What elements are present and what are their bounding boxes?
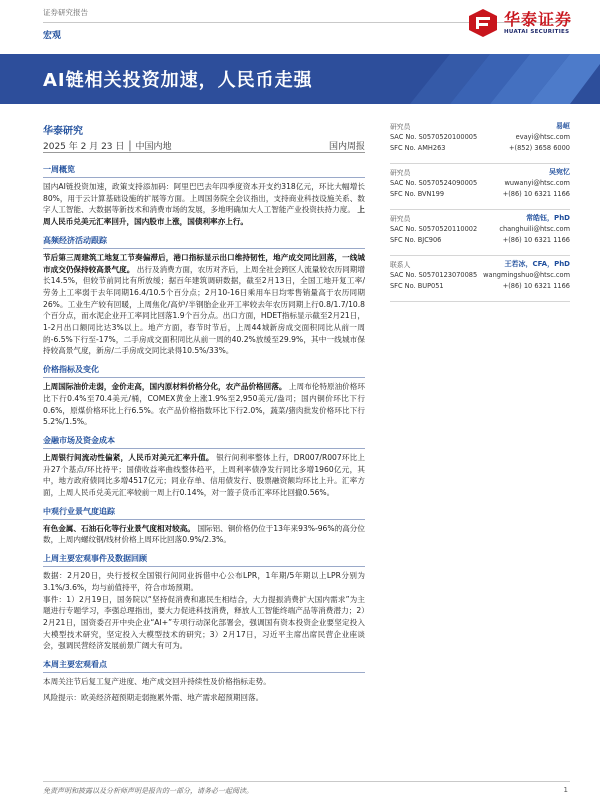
analyst-phone: +(86) 10 6321 1166 [502, 282, 570, 290]
logo-english-text: HUATAI SECURITIES [503, 29, 570, 35]
analyst-phone: +(852) 3658 6000 [508, 144, 570, 152]
analyst-card [390, 118, 570, 164]
analyst-name: 易峘 [556, 122, 570, 130]
prices-body: 上周布伦特原油价格环比下行0.4%至70.4美元/桶，COMEX黄金上涨1.9%至2,950美元/盎司；国内铜价环比下行0.6%，原煤价格环比上行6.5%。农产品价格指数环比下行2.0%，蔬菜/猪肉批发价格环比下行5.2%/1.5%。 [43, 382, 365, 427]
report-type-label: 证券研究报告 [43, 8, 88, 17]
section-heading: 金融市场及资金成本 [43, 435, 365, 449]
section-heading: 本周主要宏观看点 [43, 659, 365, 673]
analyst-name: 吴宛忆 [549, 168, 570, 176]
analyst-sfc: SFC No. BJC906 [390, 236, 442, 244]
events-data-item: 数据：2月20日，央行授权全国银行间同业拆借中心公布LPR，1年期/5年期以上LPR分别为3.1%/3.6%，均与前值持平，符合市场预期。 [43, 571, 365, 592]
events-event-item: 事件：1）2月19日，国务院以“坚持促消费和惠民生相结合，大力提振消费扩大国内需求”为主题进行专题学习，李强总理指出，要大力促进科技消费，释放人工智能终端产品等消费潜力；2）2月21日，国资委召开中央企业“AI+”专项行动深化部署会，强调国有资本投资企业要坚定投入大模型技术研究，坚定投入大模型技术的研究；3）2月17日，习近平主席出席民营企业座谈会，强调民营经济发展前景广阔大有可为。 [43, 594, 365, 651]
brand-logo [467, 8, 572, 38]
financial-body: 银行间利率整体上行，DR007/R007环比上升27个基点/环比持平；国债收益率曲线整体趋平，上周利率债净发行同比多增1960亿元，其中，地方政府债同比多增4517亿元；同业存单、信用债发行、股票融资额均环比上升。汇率方面，上周人民币兑美元汇率较前一周上行0.14%，对一篮子货币汇率环比回撤0.56%。 [43, 452, 365, 498]
footer-divider [43, 781, 570, 782]
analyst-name: 王若冰，CFA，PhD [504, 260, 570, 268]
section-financial-markets [43, 435, 365, 499]
analyst-sac: SAC No. S0570520100005 [390, 133, 478, 141]
main-content [43, 164, 365, 711]
date-region: 2025 年 2 月 23 日 │ 中国内地 [43, 142, 172, 152]
report-title: AI链相关投资加速，人民币走强 [43, 70, 313, 91]
financial-lead: 上周银行间流动性偏紧，人民币对美元汇率升值。 [43, 452, 214, 462]
analyst-card [390, 256, 570, 302]
prices-lead: 上周国际油价走弱，金价走高，国内原材料价格分化，农产品价格回落。 [43, 382, 287, 392]
section-outlook [43, 659, 365, 703]
research-brand: 华泰研究 [43, 126, 83, 137]
prices-paragraph [43, 381, 365, 428]
industry-body: 国际铝、铜价格仍位于13年来93%-96%的高分位数，上周内螺纹钢/线材价格上周环比回落0.9%/2.3%。 [43, 523, 365, 545]
section-events [43, 553, 365, 652]
analyst-email[interactable]: wangmingshuo@htsc.com [483, 271, 570, 279]
page-number: 1 [563, 786, 568, 794]
analyst-sfc: SFC No. BVN199 [390, 190, 445, 198]
analyst-role: 研究员 [390, 169, 411, 177]
title-banner [0, 54, 600, 104]
section-label: 宏观 [43, 31, 62, 41]
analyst-email[interactable]: evayi@htsc.com [515, 133, 570, 141]
analyst-role: 联系人 [390, 261, 411, 269]
analyst-card [390, 164, 570, 210]
section-heading: 高频经济活动跟踪 [43, 235, 365, 249]
industry-paragraph [43, 523, 365, 546]
section-heading: 中观行业景气度追踪 [43, 506, 365, 520]
outlook-body: 本周关注节后复工复产进度、地产成交回升持续性及价格指标走势。 [43, 677, 271, 687]
high-frequency-lead: 节后第三周建筑工地复工节奏偏滞后，港口指标显示出口维持韧性，地产成交同比回落，一线城市成交仍保持较高景气度。 [43, 252, 365, 274]
section-heading: 上周主要宏观事件及数据回顾 [43, 553, 365, 567]
analyst-email[interactable]: changhuili@htsc.com [499, 225, 570, 233]
analyst-sfc: SFC No. AMH263 [390, 144, 446, 152]
analyst-sidebar [390, 118, 570, 302]
section-heading: 价格指标及变化 [43, 364, 365, 378]
analyst-sfc: SFC No. BUP051 [390, 282, 444, 290]
analyst-name: 常皓钰，PhD [526, 214, 570, 222]
meta-divider [43, 152, 365, 153]
risk-note: 风险提示：欧美经济超预期走弱拖累外需、地产需求超预期回落。 [43, 692, 264, 702]
analyst-sac: SAC No. S0570123070085 [390, 271, 478, 279]
high-frequency-body: 出行及消费方面，农历对齐后，上周全社会跨区人流量较农历同期增长14.5%，但较节前同比有所放缓；据百年建筑调研数据，截至2月13日，全国工地开复工率/劳务上工率弱于去年同期16.4/10.5个百分点；2月10-16日乘用车日均零售销量高于农历同期26%。工业生产较有回暖，上周焦化/高炉/半钢胎企业开工率较去年农历同期上行0.8/1.7/10.8个百分点，而水泥企业开工率同比回落1.9个百分点。出口方面，HDET指标显示截至2月21日，1-2月出口额同比达3%以上。地产方面，春节时节后，上周44城新房成交面积同比从前一周的-6.5%下行至-17%，二手房成交面积同比从前一周的40.2%放缓至29.9%，其中一线城市保持较高景气度，新房/二手房成交同比录得10.5%/33%。 [43, 264, 366, 356]
disclaimer-note: 免责声明和披露以及分析师声明是报告的一部分，请务必一起阅读。 [43, 787, 253, 795]
report-meta [43, 139, 365, 152]
section-overview [43, 164, 365, 228]
analyst-phone: +(86) 10 6321 1166 [502, 236, 570, 244]
section-prices [43, 364, 365, 428]
high-frequency-paragraph [43, 252, 365, 357]
huatai-logo-icon [467, 8, 499, 38]
overview-conclusion: 上周人民币兑美元汇率回升，国内股市上涨，国债利率亦上行。 [43, 205, 365, 227]
analyst-sac: SAC No. S0570520110002 [390, 225, 478, 233]
banner-decoration [380, 54, 600, 104]
analyst-phone: +(86) 10 6321 1166 [502, 190, 570, 198]
industry-lead: 有色金属、石油石化等行业景气度相对较高。 [43, 523, 195, 533]
analyst-role: 研究员 [390, 123, 411, 131]
analyst-card [390, 210, 570, 256]
report-kind: 国内周报 [328, 142, 365, 152]
analyst-role: 研究员 [390, 215, 411, 223]
analyst-sac: SAC No. S0570524090005 [390, 179, 478, 187]
financial-paragraph [43, 452, 365, 499]
logo-chinese-text: 华泰证券 [503, 10, 572, 29]
section-industry [43, 506, 365, 546]
overview-paragraph [43, 181, 365, 228]
analyst-email[interactable]: wuwanyi@htsc.com [504, 179, 570, 187]
section-heading: 一周概览 [43, 164, 365, 178]
overview-text: 国内AI链投资加速，政策支持添加码：阿里巴巴去年四季度资本开支约318亿元，环比大幅增长80%，用于云计算基础设施的扩展等方面。上周国务院全会议指出，支持商业科技设施关系、数字人工智能、大数据等新技术和消费市场的发展，多地明确加大人工智能产业投资扶持力度。 [43, 182, 365, 215]
section-high-frequency [43, 235, 365, 357]
